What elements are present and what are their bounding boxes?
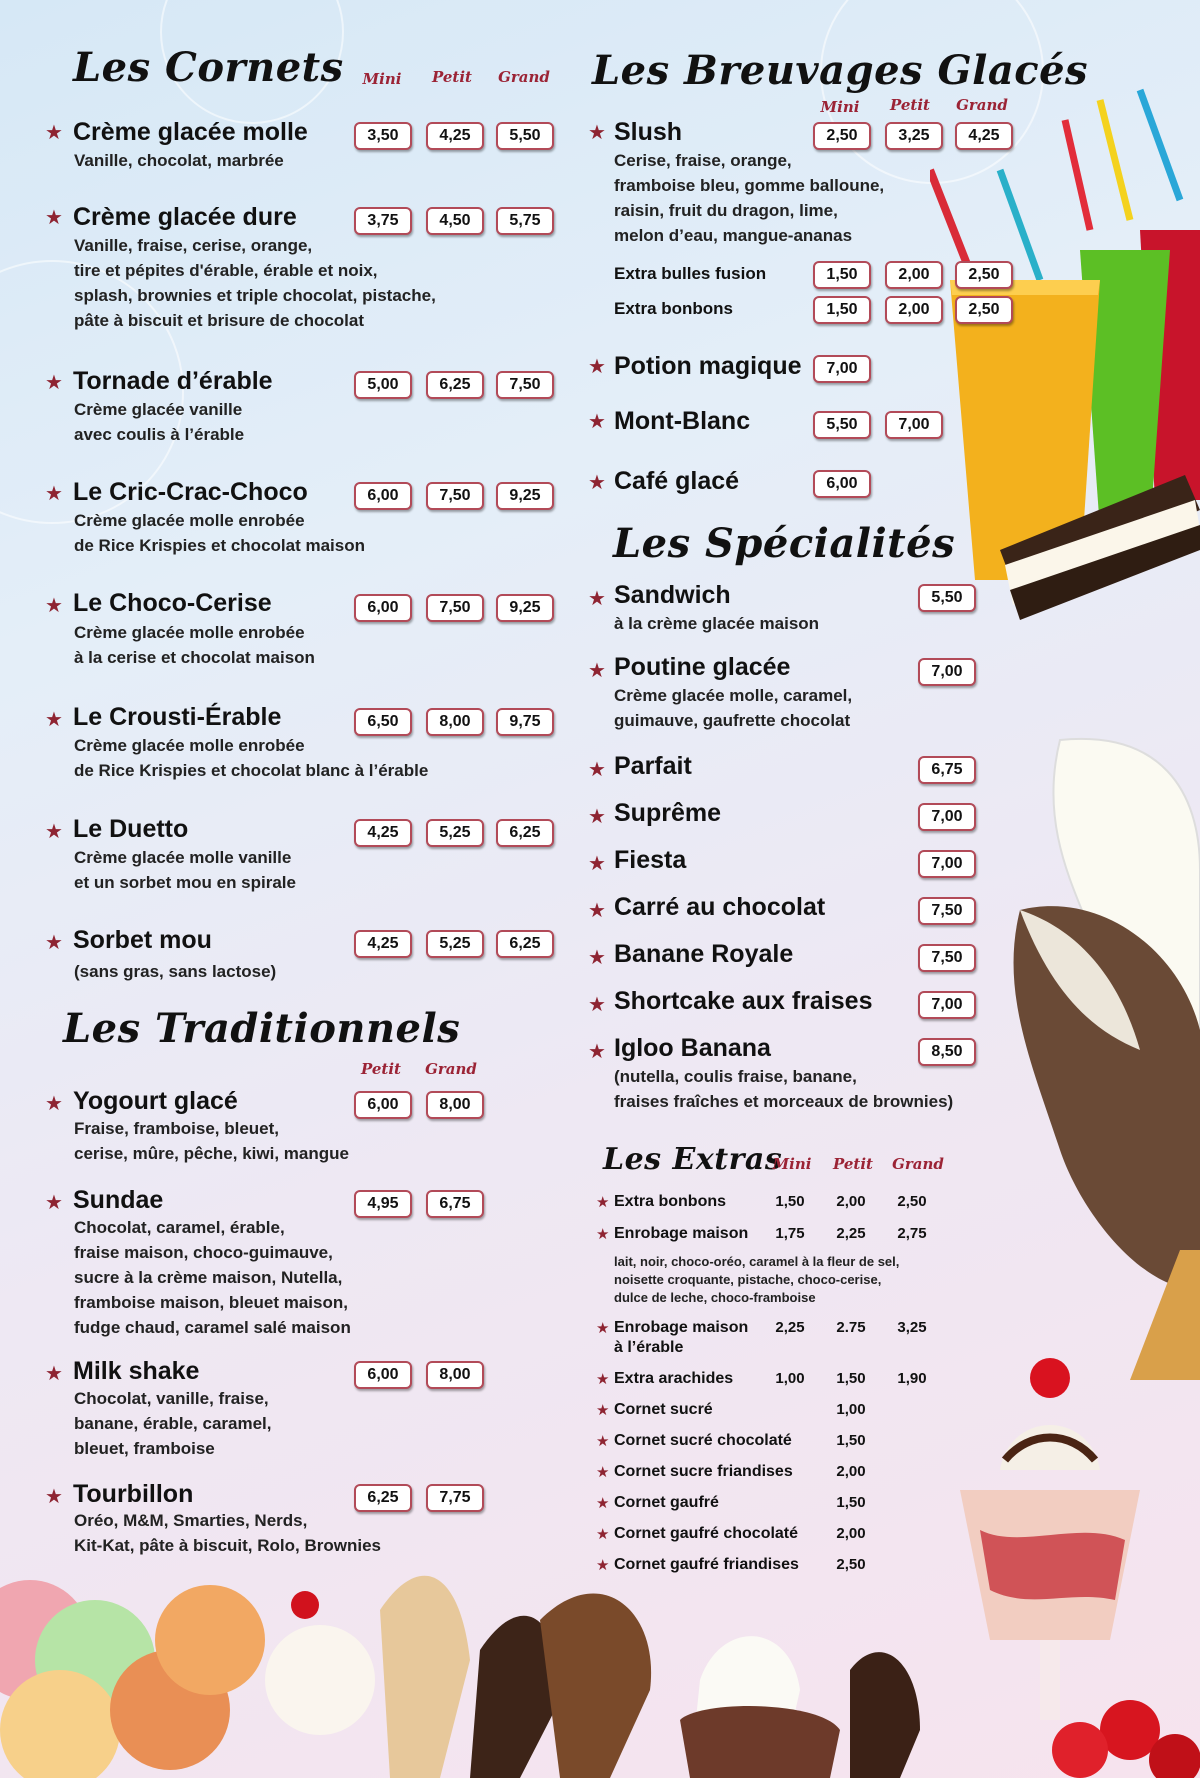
price: 7,00 bbox=[918, 803, 976, 831]
star-bullet-icon: ★ bbox=[588, 851, 606, 875]
item-name: Tourbillon bbox=[73, 1480, 194, 1508]
item-name: Igloo Banana bbox=[614, 1034, 771, 1062]
star-bullet-icon: ★ bbox=[588, 804, 606, 828]
price-grand: 2,50 bbox=[897, 1193, 927, 1210]
col-header-petit: Petit bbox=[833, 1155, 873, 1173]
price-petit: 2,00 bbox=[885, 296, 943, 324]
item-name: Sundae bbox=[73, 1186, 164, 1214]
col-header-mini: Mini bbox=[820, 98, 860, 116]
price-mini: 4,25 bbox=[354, 930, 412, 958]
item-description: Fraise, framboise, bleuet, cerise, mûre, pêche, kiwi, mangue bbox=[74, 1119, 349, 1163]
price-grand: 9,25 bbox=[496, 482, 554, 510]
item-name: Crème glacée molle bbox=[73, 118, 308, 146]
star-bullet-icon: ★ bbox=[596, 1463, 610, 1481]
item-name: Extra bonbons bbox=[614, 299, 734, 318]
item-name: Cornet sucre friandises bbox=[614, 1463, 793, 1480]
item-name: Poutine glacée bbox=[614, 653, 791, 681]
item-name: Enrobage maison bbox=[614, 1225, 749, 1242]
star-bullet-icon: ★ bbox=[596, 1319, 610, 1337]
price-mini: 3,75 bbox=[354, 207, 412, 235]
col-header-petit: Petit bbox=[890, 96, 930, 114]
price-mini: 1,00 bbox=[775, 1370, 805, 1387]
price: 7,00 bbox=[918, 658, 976, 686]
price-grand: 8,00 bbox=[426, 1361, 484, 1389]
price-petit: 3,25 bbox=[885, 122, 943, 150]
star-bullet-icon: ★ bbox=[588, 898, 606, 922]
item-name: Suprême bbox=[614, 799, 721, 827]
item-description: Vanille, chocolat, marbrée bbox=[74, 151, 284, 170]
item-name: Le Duetto bbox=[73, 815, 189, 843]
price-petit: 2,00 bbox=[836, 1193, 866, 1210]
item-name: Yogourt glacé bbox=[73, 1087, 238, 1115]
price-mini: 1,50 bbox=[813, 296, 871, 324]
col-header-grand: Grand bbox=[498, 68, 550, 86]
price-grand: 5,50 bbox=[496, 122, 554, 150]
price-grand: 3,25 bbox=[897, 1319, 927, 1336]
price-mini: 6,00 bbox=[813, 470, 871, 498]
col-header-petit: Petit bbox=[432, 68, 472, 86]
item-name: Sandwich bbox=[614, 581, 731, 609]
star-bullet-icon: ★ bbox=[588, 470, 606, 494]
price-petit: 5,25 bbox=[426, 819, 484, 847]
item-description: Vanille, fraise, cerise, orange, tire et pépites d'érable, érable et noix, splash, brownies et triple chocolat, pistache, pâte à biscuit et brisure de chocolat bbox=[74, 236, 436, 330]
item-description: Chocolat, caramel, érable, fraise maison, choco-guimauve, sucre à la crème maison, Nutella, framboise maison, bleuet maison, fudge chaud, caramel salé maison bbox=[74, 1218, 351, 1337]
item-name: Carré au chocolat bbox=[614, 893, 826, 921]
item-description: Cerise, fraise, orange, framboise bleu, gomme balloune, raisin, fruit du dragon, lime, melon d’eau, mangue-ananas bbox=[614, 151, 885, 245]
star-bullet-icon: ★ bbox=[588, 120, 606, 144]
item-name: Cornet sucré chocolaté bbox=[614, 1432, 792, 1449]
item-name: Crème glacée dure bbox=[73, 203, 297, 231]
item-description: Crème glacée vanille avec coulis à l’érable bbox=[74, 400, 245, 444]
item-name: Le Cric-Crac-Choco bbox=[73, 478, 308, 506]
star-bullet-icon: ★ bbox=[45, 593, 63, 617]
item-description: lait, noir, choco-oréo, caramel à la fleur de sel, noisette croquante, pistache, choco-cerise, dulce de leche, choco-framboise bbox=[614, 1254, 900, 1305]
price-petit: 4,25 bbox=[426, 122, 484, 150]
price-grand: 7,75 bbox=[426, 1484, 484, 1512]
section-title-traditionnels: Les Traditionnels bbox=[63, 1005, 461, 1052]
price: 7,50 bbox=[918, 944, 976, 972]
star-bullet-icon: ★ bbox=[596, 1225, 610, 1243]
item-name: Potion magique bbox=[614, 352, 802, 380]
item-description: Crème glacée molle enrobée à la cerise et chocolat maison bbox=[74, 623, 315, 667]
star-bullet-icon: ★ bbox=[588, 658, 606, 682]
item-name: Extra bulles fusion bbox=[614, 264, 767, 283]
price-petit: 6,25 bbox=[354, 1484, 412, 1512]
sundae-glass-illustration bbox=[930, 1350, 1200, 1778]
col-header-grand: Grand bbox=[956, 96, 1008, 114]
price-mini: 7,00 bbox=[813, 355, 871, 383]
ice-cream-sandwich-illustration bbox=[995, 470, 1200, 630]
item-name: Extra bonbons bbox=[614, 1193, 727, 1210]
star-bullet-icon: ★ bbox=[588, 945, 606, 969]
price-mini: 6,00 bbox=[354, 482, 412, 510]
price-mini: 6,00 bbox=[354, 594, 412, 622]
price-petit: 6,00 bbox=[354, 1091, 412, 1119]
star-bullet-icon: ★ bbox=[596, 1370, 610, 1388]
section-title-specialites: Les Spécialités bbox=[613, 520, 956, 567]
price-petit: 5,25 bbox=[426, 930, 484, 958]
item-description: à la crème glacée maison bbox=[614, 614, 820, 633]
price-mini: 5,00 bbox=[354, 371, 412, 399]
section-title-breuvages: Les Breuvages Glacés bbox=[592, 47, 1089, 94]
price-petit: 7,00 bbox=[885, 411, 943, 439]
price-petit: 1,50 bbox=[836, 1494, 866, 1511]
price: 7,00 bbox=[918, 991, 976, 1019]
star-bullet-icon: ★ bbox=[596, 1494, 610, 1512]
price: 8,50 bbox=[918, 1038, 976, 1066]
straw bbox=[1140, 90, 1180, 200]
item-name: Extra arachides bbox=[614, 1370, 734, 1387]
price-petit: 6,00 bbox=[354, 1361, 412, 1389]
item-name: Mont-Blanc bbox=[614, 407, 751, 435]
item-description: Crème glacée molle vanille et un sorbet mou en spirale bbox=[74, 848, 296, 892]
price: 5,50 bbox=[918, 584, 976, 612]
price-petit: 1,50 bbox=[836, 1370, 866, 1387]
price-mini: 1,50 bbox=[813, 261, 871, 289]
price-grand: 2,50 bbox=[955, 296, 1013, 324]
price: 7,50 bbox=[918, 897, 976, 925]
item-name: Le Crousti-Érable bbox=[73, 703, 282, 731]
item-name: Café glacé bbox=[614, 467, 740, 495]
price-grand: 4,25 bbox=[955, 122, 1013, 150]
price-grand: 9,25 bbox=[496, 594, 554, 622]
price-mini: 6,50 bbox=[354, 708, 412, 736]
star-bullet-icon: ★ bbox=[596, 1525, 610, 1543]
star-bullet-icon: ★ bbox=[596, 1401, 610, 1419]
item-description: Crème glacée molle enrobée de Rice Krispies et chocolat maison bbox=[74, 511, 365, 555]
price-grand: 1,90 bbox=[897, 1370, 927, 1387]
section-title-cornets: Les Cornets bbox=[73, 44, 344, 91]
price-grand: 6,25 bbox=[496, 819, 554, 847]
star-bullet-icon: ★ bbox=[45, 370, 63, 394]
star-bullet-icon: ★ bbox=[588, 1039, 606, 1063]
star-bullet-icon: ★ bbox=[45, 1361, 63, 1385]
item-name: Fiesta bbox=[614, 846, 687, 874]
item-name: Shortcake aux fraises bbox=[614, 987, 873, 1015]
price-petit: 2,00 bbox=[885, 261, 943, 289]
price-grand: 8,00 bbox=[426, 1091, 484, 1119]
price-grand: 6,75 bbox=[426, 1190, 484, 1218]
price-petit: 1,50 bbox=[836, 1432, 866, 1449]
price-petit: 4,95 bbox=[354, 1190, 412, 1218]
price-mini: 3,50 bbox=[354, 122, 412, 150]
star-bullet-icon: ★ bbox=[45, 707, 63, 731]
item-name: Sorbet mou bbox=[73, 926, 212, 954]
price-mini: 2,50 bbox=[813, 122, 871, 150]
price-petit: 4,50 bbox=[426, 207, 484, 235]
price-grand: 2,50 bbox=[955, 261, 1013, 289]
price-petit: 2,00 bbox=[836, 1463, 866, 1480]
item-name: Milk shake bbox=[73, 1357, 200, 1385]
price: 6,75 bbox=[918, 756, 976, 784]
star-bullet-icon: ★ bbox=[45, 1190, 63, 1214]
price-mini: 4,25 bbox=[354, 819, 412, 847]
col-header-mini: Mini bbox=[362, 70, 402, 88]
item-description: Oréo, M&M, Smarties, Nerds, Kit-Kat, pâte à biscuit, Rolo, Brownies bbox=[74, 1511, 381, 1555]
price-grand: 6,25 bbox=[496, 930, 554, 958]
star-bullet-icon: ★ bbox=[588, 586, 606, 610]
price-petit: 2,00 bbox=[836, 1525, 866, 1542]
price-mini: 2,25 bbox=[775, 1319, 805, 1336]
star-bullet-icon: ★ bbox=[45, 120, 63, 144]
star-bullet-icon: ★ bbox=[588, 409, 606, 433]
price-mini: 1,75 bbox=[775, 1225, 805, 1242]
col-header-grand: Grand bbox=[892, 1155, 944, 1173]
ice-cream-assortment-illustration bbox=[0, 1550, 930, 1778]
item-name: Cornet gaufré friandises bbox=[614, 1556, 799, 1573]
item-description: Crème glacée molle, caramel, guimauve, gaufrette chocolat bbox=[614, 686, 853, 730]
straw bbox=[1065, 120, 1090, 230]
star-bullet-icon: ★ bbox=[45, 1484, 63, 1508]
price-petit: 1,00 bbox=[836, 1401, 866, 1418]
star-bullet-icon: ★ bbox=[45, 205, 63, 229]
item-description: Chocolat, vanille, fraise, banane, érable, caramel, bleuet, framboise bbox=[74, 1389, 272, 1458]
item-name: Enrobage maison à l’érable bbox=[614, 1319, 749, 1356]
col-header-grand: Grand bbox=[425, 1060, 477, 1078]
price-grand: 7,50 bbox=[496, 371, 554, 399]
price-petit: 7,50 bbox=[426, 482, 484, 510]
price-mini: 5,50 bbox=[813, 411, 871, 439]
star-bullet-icon: ★ bbox=[588, 354, 606, 378]
soft-serve-cone-illustration bbox=[980, 730, 1200, 1430]
item-description: (nutella, coulis fraise, banane, fraises fraîches et morceaux de brownies) bbox=[614, 1067, 954, 1111]
item-name: Cornet sucré bbox=[614, 1401, 713, 1418]
item-name: Slush bbox=[614, 118, 683, 146]
item-name: Tornade d’érable bbox=[73, 367, 273, 395]
item-name: Cornet gaufré bbox=[614, 1494, 719, 1511]
price-petit: 8,00 bbox=[426, 708, 484, 736]
price-grand: 5,75 bbox=[496, 207, 554, 235]
price-petit: 6,25 bbox=[426, 371, 484, 399]
col-header-petit: Petit bbox=[361, 1060, 401, 1078]
col-header-mini: Mini bbox=[772, 1155, 812, 1173]
price-grand: 2,75 bbox=[897, 1225, 927, 1242]
price-petit: 2.75 bbox=[836, 1319, 866, 1336]
price: 7,00 bbox=[918, 850, 976, 878]
section-title-extras: Les Extras bbox=[603, 1142, 783, 1177]
star-bullet-icon: ★ bbox=[45, 1091, 63, 1115]
price-mini: 1,50 bbox=[775, 1193, 805, 1210]
price-petit: 2,25 bbox=[836, 1225, 866, 1242]
star-bullet-icon: ★ bbox=[45, 481, 63, 505]
star-bullet-icon: ★ bbox=[596, 1432, 610, 1450]
item-name: Le Choco-Cerise bbox=[73, 589, 272, 617]
star-bullet-icon: ★ bbox=[588, 992, 606, 1016]
star-bullet-icon: ★ bbox=[596, 1556, 610, 1574]
price-grand: 9,75 bbox=[496, 708, 554, 736]
item-description: Crème glacée molle enrobée de Rice Krispies et chocolat blanc à l’érable bbox=[74, 736, 429, 780]
price-petit: 2,50 bbox=[836, 1556, 866, 1573]
star-bullet-icon: ★ bbox=[596, 1193, 610, 1211]
item-name: Parfait bbox=[614, 752, 692, 780]
star-bullet-icon: ★ bbox=[588, 757, 606, 781]
price-petit: 7,50 bbox=[426, 594, 484, 622]
item-name: Banane Royale bbox=[614, 940, 794, 968]
straw bbox=[1100, 100, 1130, 220]
item-name: Cornet gaufré chocolaté bbox=[614, 1525, 799, 1542]
item-description: (sans gras, sans lactose) bbox=[74, 962, 277, 981]
star-bullet-icon: ★ bbox=[45, 930, 63, 954]
star-bullet-icon: ★ bbox=[45, 819, 63, 843]
